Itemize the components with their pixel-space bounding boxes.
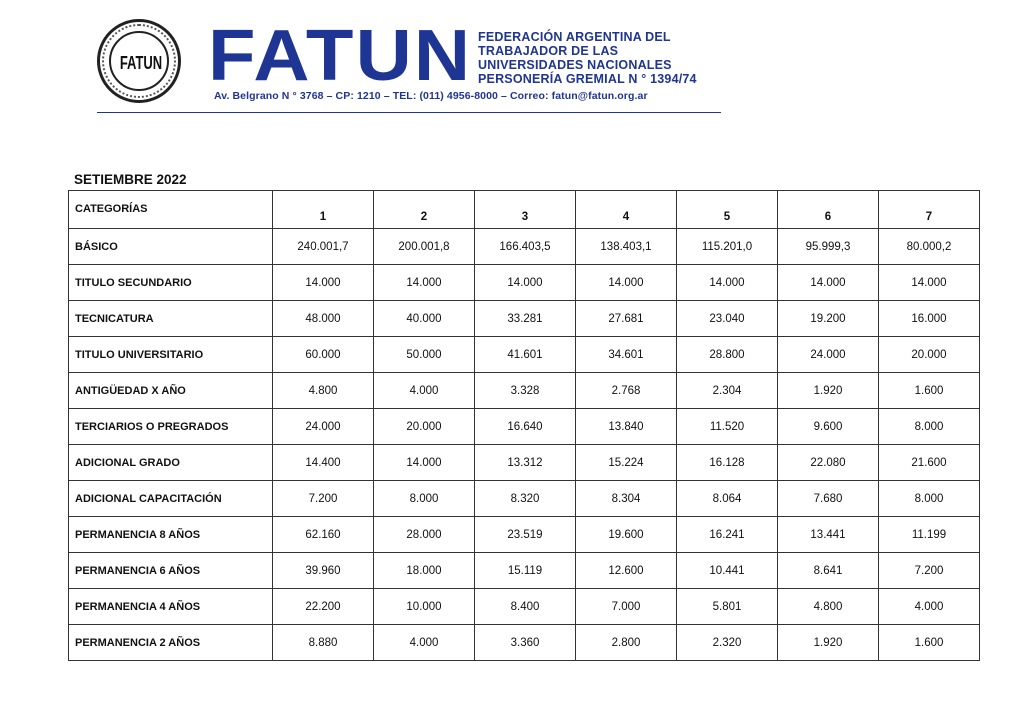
salary-table <box>68 190 980 661</box>
table-cell: 14.000 <box>475 265 576 301</box>
table-cell: 8.000 <box>879 409 980 445</box>
table-cell: 23.040 <box>677 301 778 337</box>
table-header-row <box>69 191 980 229</box>
table-cell: 9.600 <box>778 409 879 445</box>
table-cell: 138.403,1 <box>576 229 677 265</box>
table-cell: 15.224 <box>576 445 677 481</box>
org-line-4: PERSONERÍA GREMIAL N ° 1394/74 <box>478 72 697 86</box>
table-cell: 24.000 <box>778 337 879 373</box>
table-cell: 34.601 <box>576 337 677 373</box>
table-cell: 13.312 <box>475 445 576 481</box>
table-cell: 7.680 <box>778 481 879 517</box>
table-cell: 15.119 <box>475 553 576 589</box>
table-row <box>69 553 980 589</box>
row-label: PERMANENCIA 8 AÑOS <box>69 517 273 553</box>
table-cell: 7.200 <box>273 481 374 517</box>
table-row <box>69 517 980 553</box>
table-cell: 48.000 <box>273 301 374 337</box>
table-cell: 62.160 <box>273 517 374 553</box>
table-cell: 22.080 <box>778 445 879 481</box>
table-cell: 22.200 <box>273 589 374 625</box>
table-cell: 80.000,2 <box>879 229 980 265</box>
table-cell: 10.000 <box>374 589 475 625</box>
table-cell: 8.400 <box>475 589 576 625</box>
table-cell: 20.000 <box>879 337 980 373</box>
table-cell: 2.800 <box>576 625 677 661</box>
table-cell: 4.800 <box>273 373 374 409</box>
table-cell: 19.600 <box>576 517 677 553</box>
table-cell: 11.520 <box>677 409 778 445</box>
table-cell: 28.800 <box>677 337 778 373</box>
table-cell: 8.880 <box>273 625 374 661</box>
table-cell: 1.600 <box>879 625 980 661</box>
table-cell: 19.200 <box>778 301 879 337</box>
seal-center <box>109 31 169 91</box>
table-cell: 1.920 <box>778 373 879 409</box>
row-label: PERMANENCIA 4 AÑOS <box>69 589 273 625</box>
table-cell: 21.600 <box>879 445 980 481</box>
table-cell: 13.441 <box>778 517 879 553</box>
column-header: 4 <box>576 191 677 229</box>
table-cell: 33.281 <box>475 301 576 337</box>
table-cell: 166.403,5 <box>475 229 576 265</box>
table-cell: 24.000 <box>273 409 374 445</box>
table-cell: 5.801 <box>677 589 778 625</box>
table-cell: 4.000 <box>374 625 475 661</box>
table-row <box>69 481 980 517</box>
table-cell: 95.999,3 <box>778 229 879 265</box>
row-label: PERMANENCIA 6 AÑOS <box>69 553 273 589</box>
table-cell: 16.128 <box>677 445 778 481</box>
table-cell: 16.241 <box>677 517 778 553</box>
table-cell: 13.840 <box>576 409 677 445</box>
table-row <box>69 265 980 301</box>
table-row <box>69 625 980 661</box>
table-cell: 4.000 <box>879 589 980 625</box>
org-line-1: FEDERACIÓN ARGENTINA DEL <box>478 30 671 44</box>
table-cell: 16.000 <box>879 301 980 337</box>
letterhead <box>0 0 1024 120</box>
row-label: TITULO UNIVERSITARIO <box>69 337 273 373</box>
table-cell: 2.320 <box>677 625 778 661</box>
table-cell: 4.800 <box>778 589 879 625</box>
table-cell: 50.000 <box>374 337 475 373</box>
contact-address: Av. Belgrano N ° 3768 – CP: 1210 – TEL: (011) 4956-8000 – Correo: fatun@fatun.org.ar <box>214 90 648 102</box>
table-cell: 14.000 <box>374 265 475 301</box>
table-cell: 2.768 <box>576 373 677 409</box>
brand-wordmark: FATUN <box>208 16 473 96</box>
row-label: ADICIONAL GRADO <box>69 445 273 481</box>
table-cell: 200.001,8 <box>374 229 475 265</box>
table-cell: 60.000 <box>273 337 374 373</box>
table-cell: 40.000 <box>374 301 475 337</box>
table-cell: 1.920 <box>778 625 879 661</box>
table-cell: 12.600 <box>576 553 677 589</box>
table-cell: 4.000 <box>374 373 475 409</box>
org-line-3: UNIVERSIDADES NACIONALES <box>478 58 672 72</box>
table-cell: 240.001,7 <box>273 229 374 265</box>
row-label: BÁSICO <box>69 229 273 265</box>
table-cell: 23.519 <box>475 517 576 553</box>
fatun-seal-logo <box>97 19 181 103</box>
table-row <box>69 373 980 409</box>
table-cell: 14.000 <box>778 265 879 301</box>
table-cell: 7.000 <box>576 589 677 625</box>
table-cell: 39.960 <box>273 553 374 589</box>
table-cell: 8.641 <box>778 553 879 589</box>
row-label: TECNICATURA <box>69 301 273 337</box>
table-body <box>69 229 980 661</box>
table-cell: 1.600 <box>879 373 980 409</box>
seal-text: FATUN <box>119 52 163 73</box>
column-header-categories: CATEGORÍAS <box>69 191 273 229</box>
table-cell: 20.000 <box>374 409 475 445</box>
table-cell: 27.681 <box>576 301 677 337</box>
table-cell: 41.601 <box>475 337 576 373</box>
table-row <box>69 337 980 373</box>
column-header: 2 <box>374 191 475 229</box>
table-cell: 14.000 <box>374 445 475 481</box>
table-cell: 8.320 <box>475 481 576 517</box>
table-cell: 2.304 <box>677 373 778 409</box>
row-label: TERCIARIOS O PREGRADOS <box>69 409 273 445</box>
table-cell: 7.200 <box>879 553 980 589</box>
table-cell: 14.000 <box>576 265 677 301</box>
column-header: 3 <box>475 191 576 229</box>
table-row <box>69 445 980 481</box>
column-header: 6 <box>778 191 879 229</box>
period-title: SETIEMBRE 2022 <box>74 172 187 187</box>
table-cell: 8.000 <box>879 481 980 517</box>
table-cell: 18.000 <box>374 553 475 589</box>
org-line-2: TRABAJADOR DE LAS <box>478 44 619 58</box>
table-row <box>69 409 980 445</box>
table-cell: 3.328 <box>475 373 576 409</box>
table-row <box>69 301 980 337</box>
table-cell: 14.000 <box>677 265 778 301</box>
table-cell: 8.000 <box>374 481 475 517</box>
table-cell: 10.441 <box>677 553 778 589</box>
table-cell: 8.304 <box>576 481 677 517</box>
table-cell: 14.000 <box>273 265 374 301</box>
table-cell: 3.360 <box>475 625 576 661</box>
header-divider <box>97 112 721 113</box>
table-row <box>69 229 980 265</box>
table-cell: 8.064 <box>677 481 778 517</box>
row-label: PERMANENCIA 2 AÑOS <box>69 625 273 661</box>
table-cell: 115.201,0 <box>677 229 778 265</box>
row-label: TITULO SECUNDARIO <box>69 265 273 301</box>
column-header: 5 <box>677 191 778 229</box>
row-label: ANTIGÜEDAD X AÑO <box>69 373 273 409</box>
table-cell: 11.199 <box>879 517 980 553</box>
column-header: 1 <box>273 191 374 229</box>
table-row <box>69 589 980 625</box>
table-cell: 14.400 <box>273 445 374 481</box>
row-label: ADICIONAL CAPACITACIÓN <box>69 481 273 517</box>
table-cell: 16.640 <box>475 409 576 445</box>
column-header: 7 <box>879 191 980 229</box>
organization-name <box>478 30 697 86</box>
table-cell: 28.000 <box>374 517 475 553</box>
table-cell: 14.000 <box>879 265 980 301</box>
